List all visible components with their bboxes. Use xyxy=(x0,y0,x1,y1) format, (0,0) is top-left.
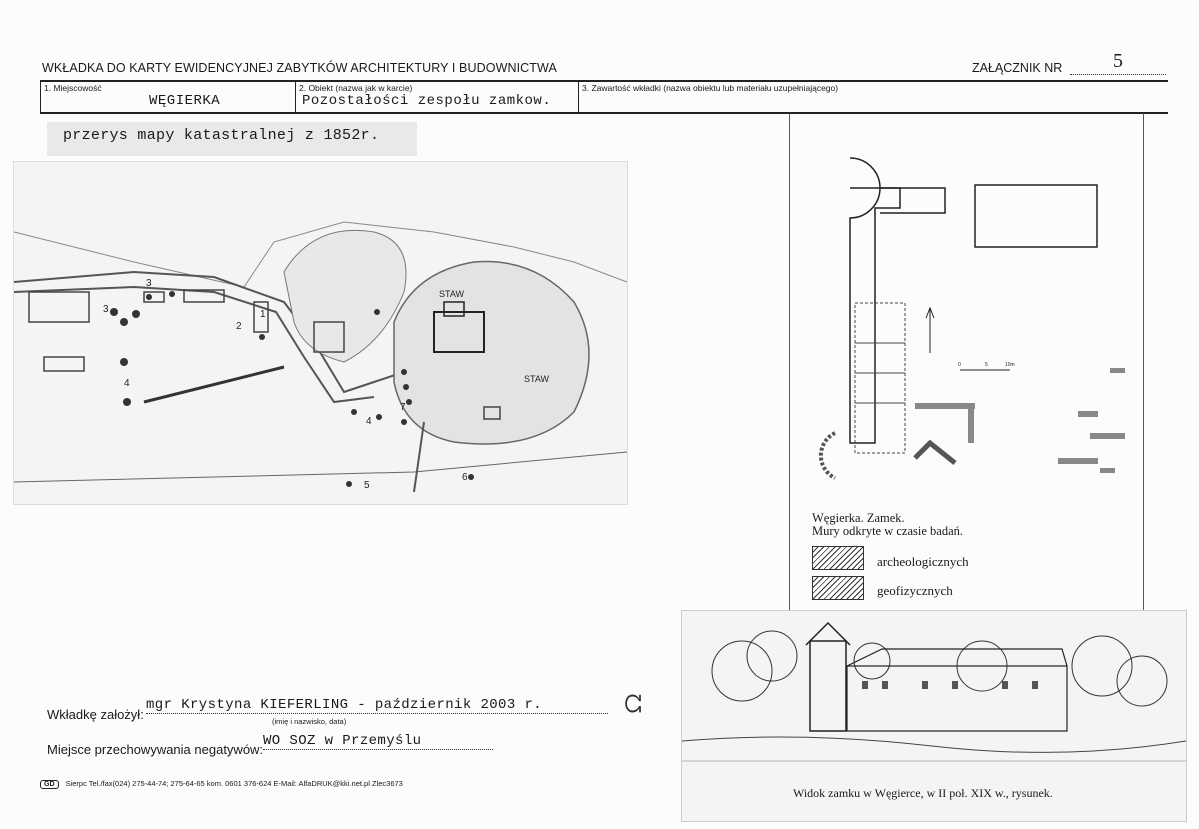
map-number: 4 xyxy=(366,416,372,427)
map-number: 6 xyxy=(462,472,468,483)
scale-label: 0 xyxy=(958,362,961,368)
scale-label: 5 xyxy=(985,362,988,368)
signature-mark: ᘳ xyxy=(624,690,643,718)
map-caption: przerys mapy katastralnej z 1852r. xyxy=(63,127,380,144)
field-locality xyxy=(40,82,295,112)
printer-info: Sierpc Tel./fax(024) 275-44-74; 275-64-65 kom. 0601 376-624 E-Mail: AlfaDRUK@kki.net.pl Zlec3673 xyxy=(65,779,403,788)
map-number: 2 xyxy=(236,321,242,332)
printer-logo: GD xyxy=(40,780,59,789)
cadastral-map-drawing xyxy=(14,162,627,504)
map-number: 3 xyxy=(146,278,152,289)
legend-swatch-archaeological xyxy=(812,546,864,570)
field-object-value: Pozostałości zespołu zamkow. xyxy=(302,93,552,109)
map-number: 3 xyxy=(103,304,109,315)
castle-drawing-art xyxy=(682,611,1186,781)
field-content xyxy=(578,82,1167,112)
annex-label: ZAŁĄCZNIK NR xyxy=(972,61,1063,75)
drawing-caption: Widok zamku w Węgierce, w II poł. XIX w., rysunek. xyxy=(793,786,1053,800)
map-label-pond-2: STAW xyxy=(524,374,549,384)
created-by-value: mgr Krystyna KIEFERLING - październik 2003 r. xyxy=(146,697,608,714)
field-object-label: 2. Obiekt (nazwa jak w karcie) xyxy=(299,83,413,93)
storage-label: Miejsce przechowywania negatywów: xyxy=(47,742,264,757)
print-footer xyxy=(40,779,403,789)
created-by-hint: (imię i nazwisko, data) xyxy=(272,717,347,726)
annex-number: 5 xyxy=(1070,48,1166,75)
form-title: WKŁADKA DO KARTY EWIDENCYJNEJ ZABYTKÓW ARCHITEKTURY I BUDOWNICTWA xyxy=(42,61,557,75)
legend-swatch-geophysical xyxy=(812,576,864,600)
field-locality-value: WĘGIERKA xyxy=(149,93,221,109)
legend-title xyxy=(812,512,963,538)
cadastral-map xyxy=(13,161,628,505)
field-object xyxy=(295,82,578,112)
field-content-label: 3. Zawartość wkładki (nazwa obiektu lub materiału uzupełniającego) xyxy=(582,83,839,93)
scale-label: 10m xyxy=(1005,362,1015,368)
map-label-pond-1: STAW xyxy=(439,289,464,299)
legend-title-line-1: Węgierka. Zamek. xyxy=(812,511,905,525)
castle-plan-drawing xyxy=(790,113,1143,513)
map-number: 7 xyxy=(400,402,406,413)
map-number: 4 xyxy=(124,378,130,389)
map-number: 5 xyxy=(364,480,370,491)
storage-value: WO SOZ w Przemyślu xyxy=(263,733,493,750)
map-number: 1 xyxy=(260,309,266,320)
field-locality-label: 1. Miejscowość xyxy=(44,83,102,93)
legend-label-geophysical: geofizycznych xyxy=(877,583,953,598)
legend-title-line-2: Mury odkryte w czasie badań. xyxy=(812,524,963,538)
created-by-label: Wkładkę założył: xyxy=(47,707,144,722)
legend-label-archaeological: archeologicznych xyxy=(877,554,969,569)
